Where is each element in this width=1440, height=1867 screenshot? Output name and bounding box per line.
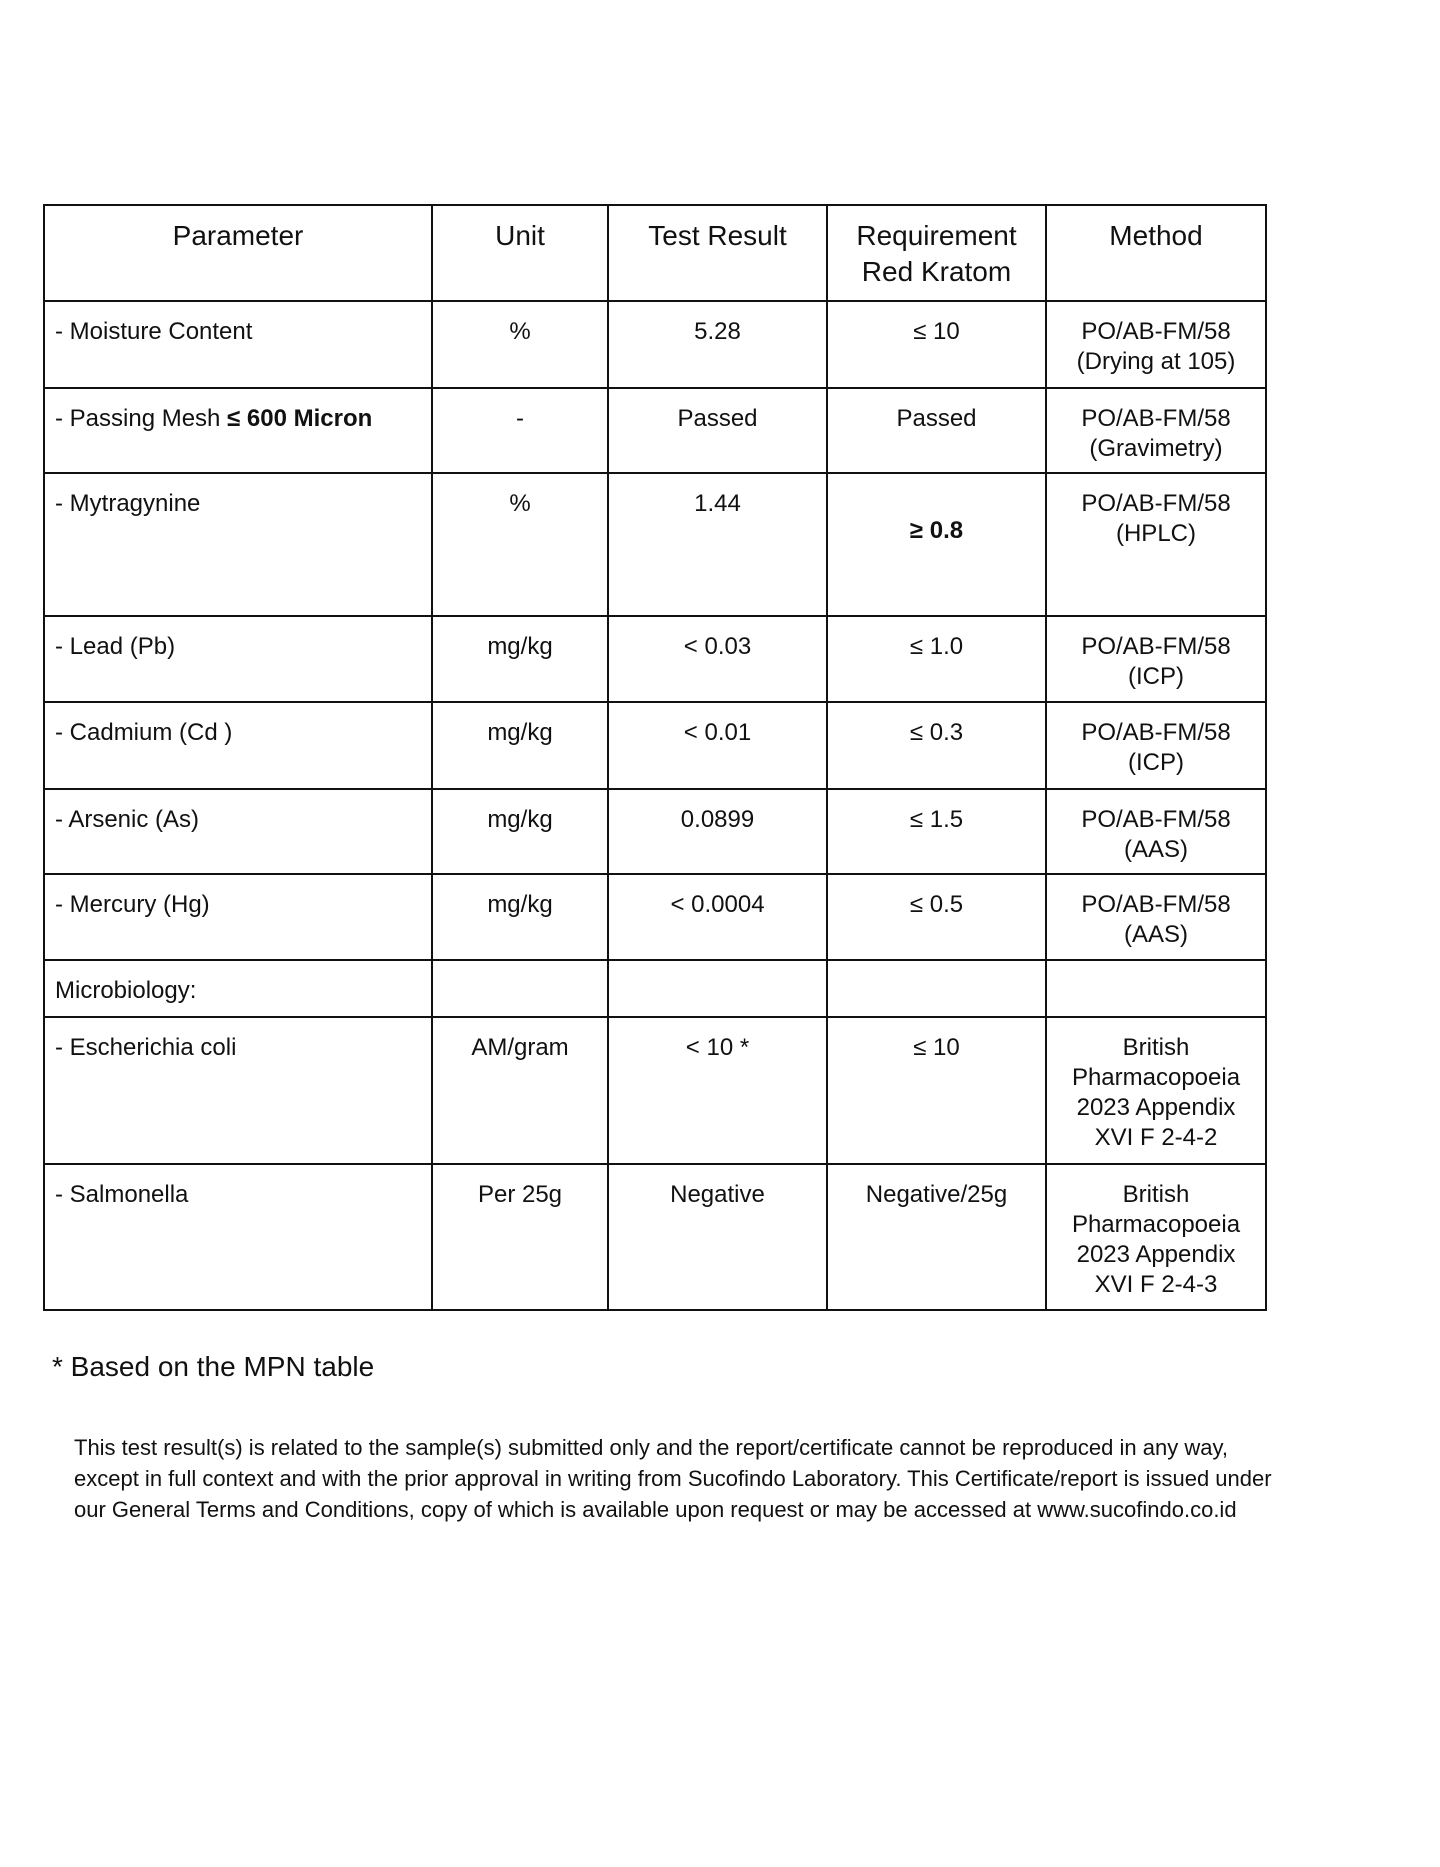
unit-text: mg/kg xyxy=(487,891,553,918)
result-text: 5.28 xyxy=(694,318,741,345)
disclaimer: This test result(s) is related to the sample(s) submitted only and the report/certificate cannot be reproduced in any way, except in full context and with the prior approval in writing from Sucofindo Laboratory. This Certificate/report is issued under our General Terms and Conditions, copy of which is available upon request or may be accessed at www.sucofindo.co.id xyxy=(74,1435,1272,1522)
parameter-cell xyxy=(44,616,432,702)
method-cell xyxy=(1046,874,1266,960)
method-cell xyxy=(1046,702,1266,789)
parameter-cell xyxy=(44,473,432,616)
header-test-result: Test Result xyxy=(608,205,827,301)
header-requirement-line2: Red Kratom xyxy=(861,256,1012,287)
requirement-cell xyxy=(827,1017,1046,1164)
parameter-text: - Lead (Pb) xyxy=(55,633,176,660)
parameter-cell xyxy=(44,702,432,789)
method-cell xyxy=(1046,616,1266,702)
parameter-text: Microbiology: xyxy=(55,977,197,1004)
table-row xyxy=(44,388,1266,473)
method-line: PO/AB-FM/58 xyxy=(1081,318,1231,345)
header-parameter: Parameter xyxy=(44,205,432,301)
unit-text: % xyxy=(509,490,531,517)
method-line: PO/AB-FM/58 xyxy=(1081,405,1231,432)
method-line: 2023 Appendix xyxy=(1076,1094,1236,1121)
header-method: Method xyxy=(1046,205,1266,301)
parameter-text: - Passing Mesh xyxy=(55,405,228,432)
parameter-cell xyxy=(44,789,432,874)
result-cell xyxy=(608,301,827,388)
requirement-cell xyxy=(827,616,1046,702)
result-cell xyxy=(608,1164,827,1310)
method-line: British xyxy=(1122,1181,1190,1208)
parameter-cell xyxy=(44,1164,432,1310)
method-line: PO/AB-FM/58 xyxy=(1081,719,1231,746)
test-results-table xyxy=(43,204,1267,1311)
result-cell xyxy=(608,616,827,702)
requirement-cell xyxy=(827,388,1046,473)
requirement-text: ≥ 0.8 xyxy=(909,517,964,544)
result-cell xyxy=(608,874,827,960)
method-cell xyxy=(1046,473,1266,616)
result-text: Negative xyxy=(670,1181,765,1208)
method-line: PO/AB-FM/58 xyxy=(1081,806,1231,833)
parameter-text: - Salmonella xyxy=(55,1181,189,1208)
method-line: (Drying at 105) xyxy=(1076,348,1236,375)
requirement-cell xyxy=(827,960,1046,1017)
table-row xyxy=(44,301,1266,388)
method-line: (Gravimetry) xyxy=(1089,435,1223,462)
result-text: Passed xyxy=(677,405,758,432)
unit-text: AM/gram xyxy=(471,1034,569,1061)
table-row xyxy=(44,702,1266,789)
requirement-text: ≤ 10 xyxy=(913,318,960,345)
unit-cell xyxy=(432,874,608,960)
unit-cell xyxy=(432,789,608,874)
requirement-cell xyxy=(827,789,1046,874)
requirement-cell xyxy=(827,301,1046,388)
method-cell xyxy=(1046,301,1266,388)
unit-cell xyxy=(432,1164,608,1310)
unit-cell xyxy=(432,1017,608,1164)
parameter-text: - Mercury (Hg) xyxy=(55,891,210,918)
unit-text: % xyxy=(509,318,531,345)
method-cell xyxy=(1046,388,1266,473)
requirement-text: Negative/25g xyxy=(865,1181,1008,1208)
method-line: PO/AB-FM/58 xyxy=(1081,891,1231,918)
method-line: XVI F 2-4-2 xyxy=(1094,1124,1218,1151)
requirement-text: Passed xyxy=(896,405,977,432)
unit-cell xyxy=(432,960,608,1017)
table-row xyxy=(44,1164,1266,1310)
unit-text: mg/kg xyxy=(487,633,553,660)
result-cell xyxy=(608,789,827,874)
result-text: 1.44 xyxy=(694,490,741,517)
method-line: British xyxy=(1122,1034,1190,1061)
parameter-text: - Arsenic (As) xyxy=(55,806,200,833)
requirement-text: ≤ 1.5 xyxy=(909,806,964,833)
requirement-text: ≤ 0.3 xyxy=(909,719,964,746)
method-line: (ICP) xyxy=(1128,663,1184,690)
unit-text: mg/kg xyxy=(487,719,553,746)
header-row xyxy=(44,205,1266,301)
requirement-cell xyxy=(827,874,1046,960)
table-row xyxy=(44,1017,1266,1164)
method-cell xyxy=(1046,1164,1266,1310)
requirement-text: ≤ 10 xyxy=(913,1034,960,1061)
method-line: PO/AB-FM/58 xyxy=(1081,490,1231,517)
result-text: < 0.01 xyxy=(683,719,752,746)
table-row xyxy=(44,789,1266,874)
requirement-text: ≤ 1.0 xyxy=(909,633,964,660)
result-cell xyxy=(608,702,827,789)
parameter-cell xyxy=(44,1017,432,1164)
result-cell xyxy=(608,1017,827,1164)
unit-text: mg/kg xyxy=(487,806,553,833)
parameter-text: - Cadmium (Cd ) xyxy=(55,719,233,746)
parameter-cell xyxy=(44,388,432,473)
requirement-cell xyxy=(827,1164,1046,1310)
header-requirement xyxy=(827,205,1046,301)
parameter-text: - Moisture Content xyxy=(55,318,253,345)
parameter-cell xyxy=(44,301,432,388)
table-row xyxy=(44,616,1266,702)
requirement-cell xyxy=(827,473,1046,616)
method-line: PO/AB-FM/58 xyxy=(1081,633,1231,660)
requirement-cell xyxy=(827,702,1046,789)
method-line: (AAS) xyxy=(1123,836,1188,863)
parameter-text: - Mytragynine xyxy=(55,490,201,517)
requirement-text: ≤ 0.5 xyxy=(909,891,964,918)
parameter-bold-text: ≤ 600 Micron xyxy=(227,405,373,432)
parameter-cell xyxy=(44,960,432,1017)
result-cell xyxy=(608,388,827,473)
method-line: (HPLC) xyxy=(1115,520,1196,547)
footnote: * Based on the MPN table xyxy=(52,1351,375,1382)
result-text: < 0.0004 xyxy=(670,891,765,918)
result-cell xyxy=(608,473,827,616)
header-unit: Unit xyxy=(432,205,608,301)
method-line: (AAS) xyxy=(1123,921,1188,948)
result-cell xyxy=(608,960,827,1017)
table-row xyxy=(44,960,1266,1017)
parameter-cell xyxy=(44,874,432,960)
unit-cell xyxy=(432,301,608,388)
method-cell xyxy=(1046,960,1266,1017)
result-text: 0.0899 xyxy=(680,806,755,833)
unit-cell xyxy=(432,388,608,473)
result-text: < 0.03 xyxy=(683,633,752,660)
table-row xyxy=(44,874,1266,960)
unit-text: - xyxy=(516,405,524,432)
table-row xyxy=(44,473,1266,616)
method-line: Pharmacopoeia xyxy=(1071,1211,1241,1238)
unit-cell xyxy=(432,473,608,616)
unit-text: Per 25g xyxy=(477,1181,563,1208)
parameter-text: - Escherichia coli xyxy=(55,1034,237,1061)
unit-cell xyxy=(432,616,608,702)
method-cell xyxy=(1046,1017,1266,1164)
method-line: XVI F 2-4-3 xyxy=(1094,1271,1218,1298)
unit-cell xyxy=(432,702,608,789)
header-requirement-line1: Requirement xyxy=(856,220,1017,251)
method-line: 2023 Appendix xyxy=(1076,1241,1236,1268)
method-line: Pharmacopoeia xyxy=(1071,1064,1241,1091)
method-line: (ICP) xyxy=(1128,749,1184,776)
method-cell xyxy=(1046,789,1266,874)
result-text: < 10 * xyxy=(685,1034,750,1061)
